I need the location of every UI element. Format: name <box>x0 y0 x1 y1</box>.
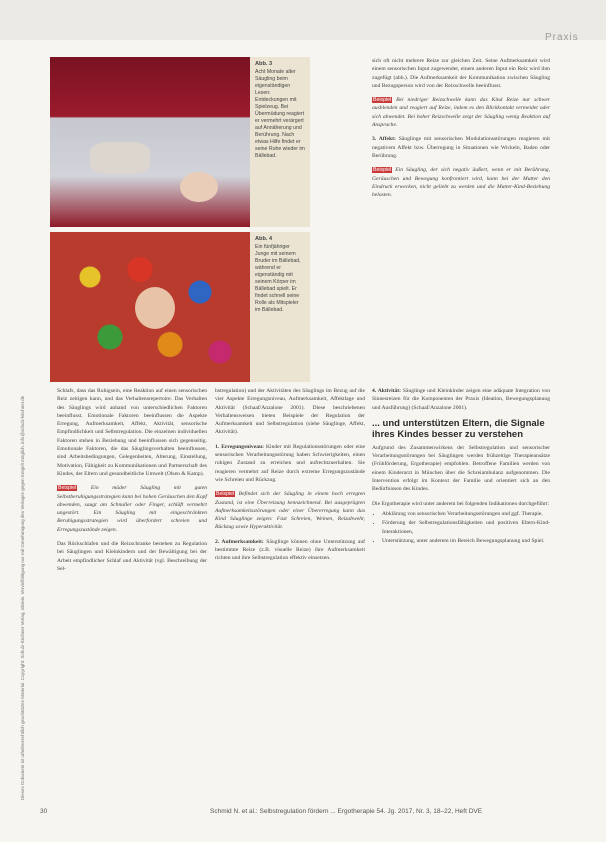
paragraph: Schlafs, dass das Ruhigsein, eine Reaktion auf einen sensorischen Reiz zeitigen kann, und das Verhaltensrepertoire. Das Verhalten des Säuglings wird anhand von unterschiedlichen Faktoren beeinflusst. Emotionale Faktoren beeinflussen die Aspekte Erregung, Aufmerksamkeit, Affekt, Aktivität, sensorische Empfindlichkeit und Selbstregulation. Die einzelnen individuellen Faktoren stehen in Beziehung und beeinflussen sich gegenseitig. Emotionale Faktoren, die das Säuglingsverhalten beeinflussen, sind Arbeitsbedingungen, Gelegenheiten, Alterung, Einstellung, Motivation, Fähigkeit zu Kommunikationen und Partnerschaft des Kindes, der Eltern und gesundheitliche Umwelt (Olsen & Kamp). <box>57 388 207 477</box>
bullet-list <box>372 510 550 545</box>
paragraph: Die Ergotherapie wird unter anderem bei folgenden Indikationen durchgeführt: <box>372 500 549 507</box>
header-bar <box>0 0 606 40</box>
figure-caption-3 <box>250 57 310 227</box>
list-item <box>372 135 550 160</box>
item-heading: 3. Affekt: <box>372 136 396 143</box>
list-item: • Unterstützung, unter anderem im Bereich Bewegungsplanung und Spiel. <box>382 537 550 545</box>
example-text: Ein müder Säugling mit guten Selbstberuhigungsstrategien kann bei hohen Geräuschen den Kopf abwenden, saugt am Schnuller oder Finger, schläft vermehrt ungestört. Ein Säugling mit eingeschränkten Beruhigungsstrategien wird überfordert schreien und Erregungszustände zeigen. <box>57 485 208 533</box>
photo-ball-pit <box>50 232 250 382</box>
item-heading: 2. Aufmerksamkeit: <box>215 538 264 545</box>
paragraph: Das Rückschlafen und die Reizschranke bestehen zu Regulation bei Säuglingen und Kleinkindern und der Bewältigung bei der Arbeit empfindlicher Schlaf und Aktivität (vgl. Beschreibung der Sel- <box>57 541 207 572</box>
list-item: • Förderung der Selbstregulationsfähigkeiten und positiven Eltern-Kind-Interaktionen, <box>382 519 550 536</box>
example-tag: Beispiel <box>373 97 392 104</box>
list-item <box>215 443 365 484</box>
example-block <box>372 96 550 129</box>
item-text: Kinder mit Regulationsstörungen oder eine sensorischen Verarbeitungsstörung haben Schwierigkeiten, einen ruhigen Zustand zu erreichen und aufrechtzuerhalten. Sie reagieren vermehrt auf Reize durch extreme Erregungszustände wie Schreien und Rückzug. <box>215 443 365 483</box>
item-text: Säuglinge und Kleinkinder zeigen eine adäquate Integration von Sinnesreizen für die Komponenten der Praxis (Ideation, Bewegungsplanung und Ausführung) (Schaaf/Anzalone 2001). <box>372 388 550 411</box>
figure-text: Acht Monate alter Säugling beim eigenständigen Lesen: Entdeckungen mit Spielzeug. Bei Übermüdung reagiert er vermehrt verärgert auf Annäherung und Berührung. Nach etwas Hilfe findet er seine Ruhe wieder im Bällebad. <box>255 69 305 159</box>
photo-baby-lying <box>50 57 250 227</box>
example-text: Ein Säugling, der sich negativ äußert, wenn er mit Berührung, Geräuschen und Bewegung konfrontiert wird, kann bei der Mutter den Eindruck erwecken, nicht geliebt zu werden und die Mutter-Kind-Beziehung belasten. <box>372 167 550 199</box>
example-tag: Beispiel <box>373 167 392 174</box>
example-text: Bei niedriger Reizschwelle kann das Kind Reize nur schwer ausblenden und reagiert auf Reize, indem es den Blickkontakt vermeidet oder sich abwendet. Bei hoher Reizschwelle zeigt der Säugling wenig Reaktion auf Ansprache. <box>372 97 550 129</box>
section-heading: ... und unterstützen Eltern, die Signale ihres Kindes besser zu verstehen <box>372 417 545 440</box>
item-text: Säuglinge mit sensorischen Modulationsstörungen reagieren mit negativem Affekt bzw. Überregung in Situationen wie Wickeln, Baden oder Berührung. <box>372 136 550 159</box>
example-tag: Beispiel <box>58 485 77 492</box>
figure-label: Abb. 4 <box>255 236 273 242</box>
example-block <box>57 484 207 534</box>
item-text: Säuglinge können ohne Unterstützung auf bestimmte Reize (z.B. visuelle Reize) ihre Aufmerksamkeit richten und ihre Selbstregulation effektiv einsetzen. <box>215 538 366 562</box>
text-column-3-bottom <box>372 387 550 546</box>
item-heading: 1. Erregungsniveau: <box>215 443 264 450</box>
example-block <box>372 166 550 199</box>
citation: Schmid N. et al.: Selbstregulation fördern ... Ergotherapie 54. Jg. 2017, Nr. 3, 18–22, Heft DVE <box>210 808 483 815</box>
child-face <box>135 287 175 329</box>
item-heading: 4. Aktivität: <box>372 388 402 394</box>
paragraph: sich oft nicht mehrere Reize zur gleichen Zeit. Seine Aufmerksamkeit wird einem sensorischen Input zugewendet, einem anderen Input ein Reiz wird ihm zugefügt (abb.). Die Aufmerksamkeit der Kommunikation zwischen Säugling und Bezugsperson wird von der Reizschwelle beeinflusst. <box>372 58 550 89</box>
paragraph: Aufgrund des Zusammenwirkens der Selbstregulation und sensorischer Verarbeitungsstörungen bei Säuglingen werden frühzeitige Therapieansätze (Frühförderung, Ergotherapie) empfohlen. Betroffene Familien werden von einem Kinderarzt in München über die Schreiambulanz aufgenommen. Die Intervention erfolgt im Kontext der Familie und orientiert sich an den Bedürfnissen des Kindes. <box>372 444 550 493</box>
paragraph: bstregulation) und der Aktivitäten des Säuglings im Bezug auf die vier Aspekte Erregungsniveau, Aufmerksamkeit, Affektlage und Aktivität (Schaaf/Anzalone 2001). Diese beschriebenen Verhaltensweisen bieten Beispiele der Regulation der Aufmerksamkeit und Selbstregulation (siehe Säuglinge, Affekt, Aktivität). <box>215 388 365 436</box>
example-text: Befindet sich der Säugling in einem hoch erregten Zustand, ist eine Überreizung kennzeichnend. Bei ausgeprägten Aufmerksamkeitsstörungen oder einer Übererregung kann das Kind Säuglinge zeigen: Fast Schreien, Weinen, Reizabwehr, Rückzug sowie Hyperaktivität. <box>215 491 365 531</box>
text-column-2 <box>215 387 365 569</box>
figure-text: Ein fünfjähriger Junge mit seinem Bruder im Bällebad, während er eigenständig mit seinem Körper im Bällebad spielt. Er findet schnell seine Rolle als Mitspieler im Bällebad. <box>255 244 301 313</box>
list-item <box>215 538 365 563</box>
list-item <box>372 387 550 412</box>
figure-label: Abb. 3 <box>255 61 273 67</box>
copyright-note: Dieses Dokument ist urheberrechtlich geschütztes Material. Copyright: Schulz-Kirchner Verlag, Idstein. Vervielfältigung nur mit Genehmigung des Verlages gegen Entgelt möglich. info@schulz-kirchner.de <box>20 395 25 800</box>
baby-figure <box>180 172 218 202</box>
example-block <box>215 490 365 531</box>
list-item: • Abklärung von sensorischen Verarbeitungsstörungen und ggf. Therapie, <box>382 510 550 518</box>
adult-figure <box>90 142 150 174</box>
page-number: 30 <box>40 808 48 815</box>
section-title: Praxis <box>545 32 579 43</box>
example-tag: Beispiel <box>216 491 235 498</box>
text-column-3-top <box>372 57 550 205</box>
text-column-1 <box>57 387 207 579</box>
figure-caption-4 <box>250 232 310 382</box>
